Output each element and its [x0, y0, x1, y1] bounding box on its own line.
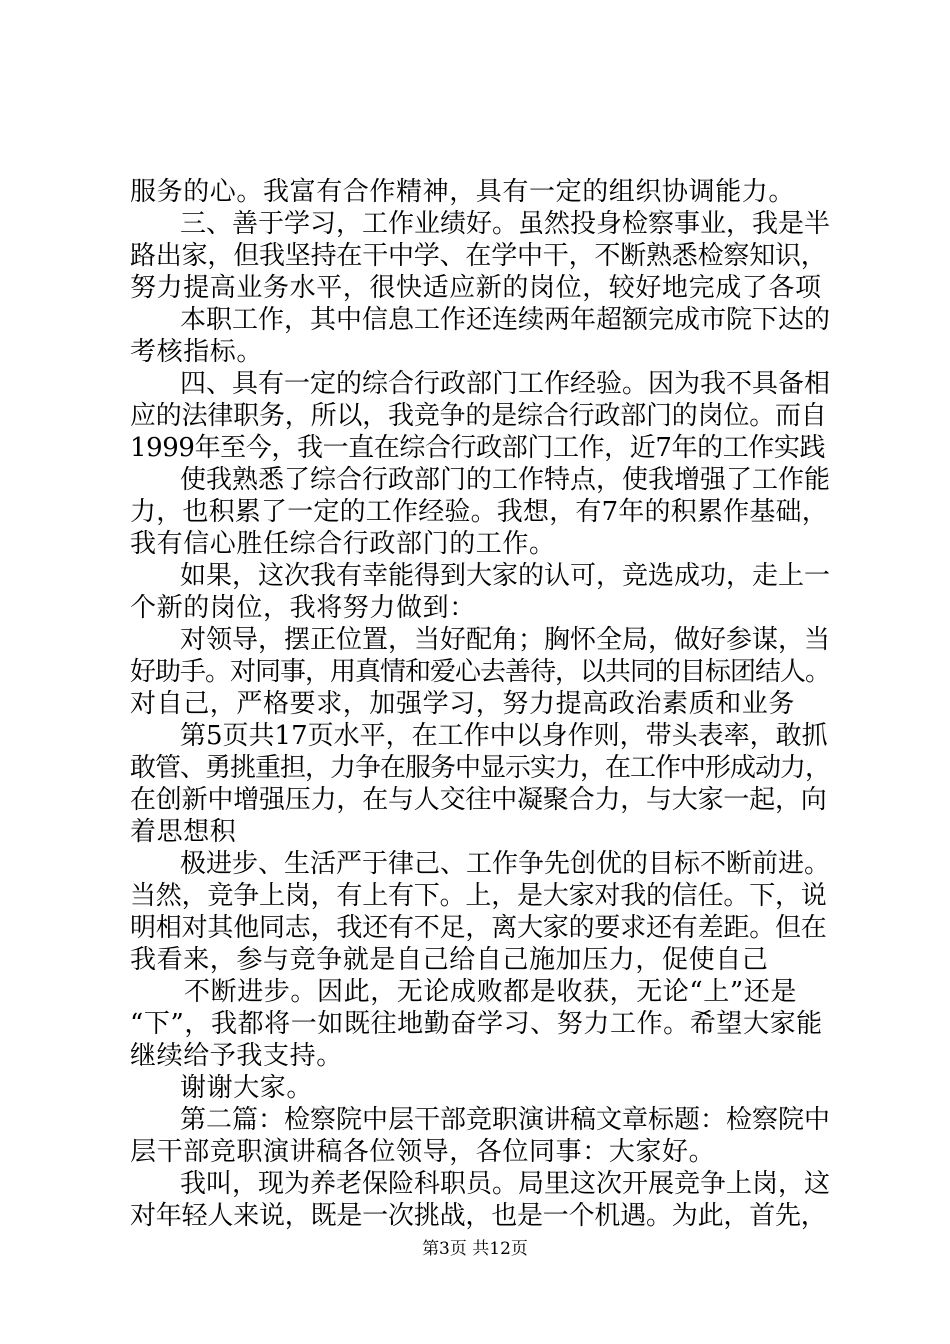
text-line: 对领导，摆正位置，当好配角；胸怀全局，做好参谋，当 [180, 625, 831, 655]
text-line: 层干部竞职演讲稿各位领导，各位同事：大家好。 [130, 1137, 716, 1167]
text-line: 在创新中增强压力，在与人交往中凝聚合力，与大家一起，向 [130, 785, 827, 815]
text-line: 1999年至今，我一直在综合行政部门工作，近7年的工作实践 [130, 433, 826, 463]
text-line: 路出家，但我坚持在干中学、在学中干，不断熟悉检察知识， [130, 241, 827, 271]
text-line: 如果，这次我有幸能得到大家的认可，竞选成功，走上一 [180, 561, 831, 591]
text-line: 极进步、生活严于律己、工作争先创优的目标不断前进。 [180, 849, 831, 879]
text-line: 力，也积累了一定的工作经验。我想，有7年的积累作基础， [130, 497, 828, 527]
text-line: 对自己，严格要求，加强学习，努力提高政治素质和业务 [130, 689, 796, 719]
text-line: 不断进步。因此，无论成败都是收获，无论“上”还是 [184, 977, 797, 1007]
text-line: 谢谢大家。 [180, 1073, 314, 1103]
text-line: 第5页共17页水平，在工作中以身作则，带头表率，敢抓 [180, 721, 828, 751]
text-line: 服务的心。我富有合作精神，具有一定的组织协调能力。 [130, 177, 796, 207]
text-line: 我看来，参与竞争就是自己给自己施加压力，促使自己 [130, 945, 769, 975]
text-line: 使我熟悉了综合行政部门的工作特点，使我增强了工作能 [180, 465, 831, 495]
text-line: 应的法律职务，所以，我竞争的是综合行政部门的岗位。而自 [130, 401, 827, 431]
text-line: 四、具有一定的综合行政部门工作经验。因为我不具备相 [180, 369, 831, 399]
text-line: “下”，我都将一如既往地勤奋学习、努力工作。希望大家能 [130, 1009, 823, 1039]
text-line: 本职工作，其中信息工作还连续两年超额完成市院下达的 [180, 305, 831, 335]
text-line: 好助手。对同事，用真情和爱心去善待，以共同的目标团结人。 [130, 657, 831, 687]
text-line: 我有信心胜任综合行政部门的工作。 [130, 529, 556, 559]
text-line: 明相对其他同志，我还有不足，离大家的要求还有差距。但在 [130, 913, 827, 943]
text-line: 努力提高业务水平，很快适应新的岗位，较好地完成了各项 [130, 273, 822, 303]
text-line: 敢管、勇挑重担，力争在服务中显示实力，在工作中形成动力， [130, 753, 831, 783]
text-line: 第二篇：检察院中层干部竞职演讲稿文章标题：检察院中 [180, 1105, 831, 1135]
text-line: 着思想积 [130, 817, 237, 847]
text-line: 三、善于学习，工作业绩好。虽然投身检察事业，我是半 [180, 209, 831, 239]
text-line: 考核指标。 [130, 337, 264, 367]
page-footer: 第3页 共12页 [422, 1239, 528, 1259]
text-line: 个新的岗位，我将努力做到： [130, 593, 476, 623]
text-line: 对年轻人来说，既是一次挑战，也是一个机遇。为此，首先， [130, 1201, 827, 1231]
text-line: 继续给予我支持。 [130, 1041, 343, 1071]
text-line: 当然，竞争上岗，有上有下。上，是大家对我的信任。下，说 [130, 881, 827, 911]
text-line: 我叫，现为养老保险科职员。局里这次开展竞争上岗，这 [180, 1169, 831, 1199]
